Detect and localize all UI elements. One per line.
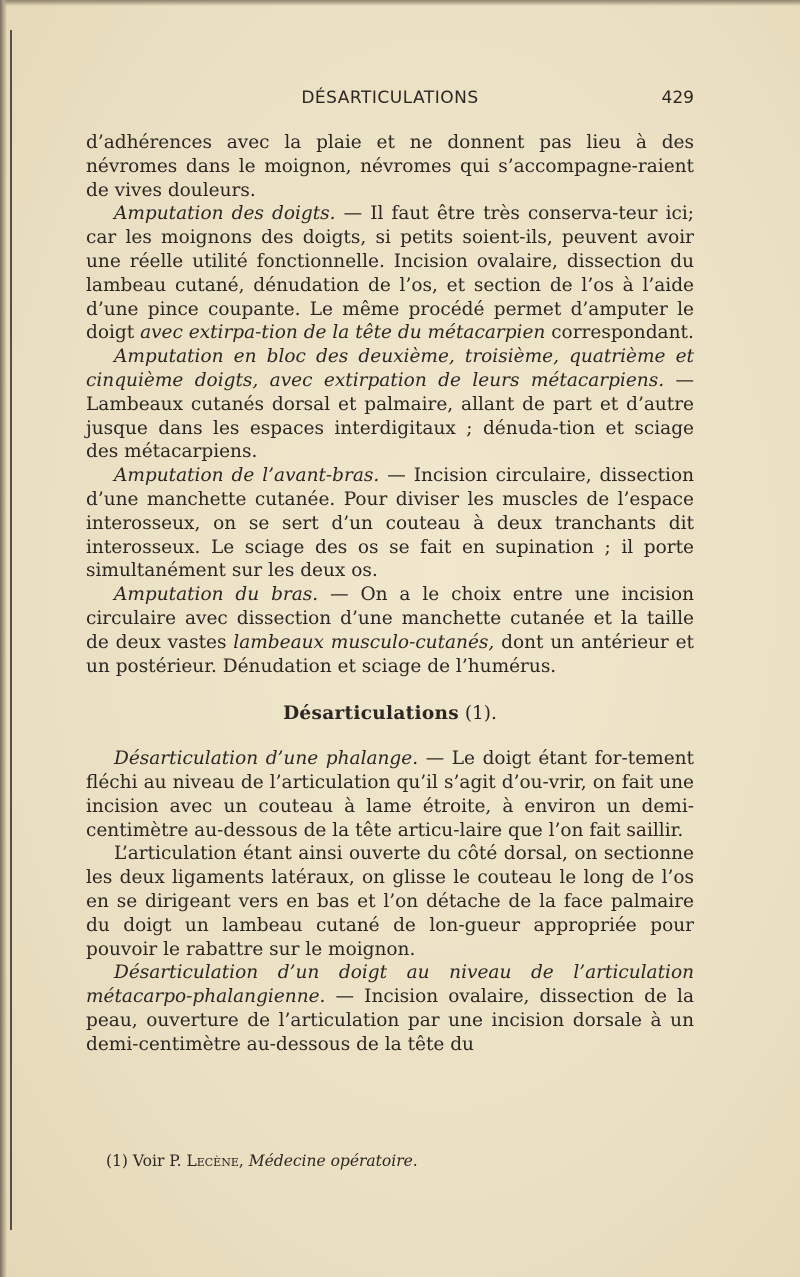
paragraph-amputation-doigts (86, 202, 694, 345)
paragraph-italic-phrase: lambeaux musculo-cutanés, (233, 631, 495, 653)
paragraph-desarticulation-phalange (86, 747, 694, 842)
body-text (86, 131, 694, 1056)
footnote-author: Lecène (186, 1152, 239, 1170)
footnote-text: Voir P. (127, 1152, 187, 1170)
binding-shadow (0, 0, 7, 1277)
paragraph-amputation-avant-bras (86, 464, 694, 583)
paragraph-heading: Amputation de l’avant-bras. (114, 465, 380, 487)
footnote-marker: (1) (106, 1152, 128, 1170)
footnote-reference: (1). (458, 703, 497, 725)
footnote-end: . (412, 1152, 418, 1170)
paragraph-text: — Incision circulaire, dissection d’une manchette cutanée. Pour diviser les muscles de l’espace interosseux, on se sert d’un couteau à deux tranchants dit interosseux. Le sciage des os se fait en supination ; il porte simultanément sur les deux os. (86, 465, 694, 582)
paragraph-heading: Amputation en bloc des deuxième, troisième, quatrième et cinquième doigts, avec extirpation de leurs métacarpiens. (86, 346, 694, 391)
paragraph-text: L’articulation étant ainsi ouverte du côté dorsal, on sectionne les deux ligaments latéraux, on glisse le couteau le long de l’os en se dirigeant vers en bas et l’on détache de la face palmaire du doigt un lambeau cutané de lon-gueur appropriée pour pouvoir le rabattre sur le moignon. (86, 843, 694, 960)
paragraph-text: — On a le choix entre une incision circulaire avec dissection d’une manchette cutanée et la taille de deux vastes (86, 584, 694, 653)
footnote-work-title: Médecine opératoire (248, 1152, 413, 1170)
paragraph-heading: Amputation des doigts. (114, 203, 336, 225)
paragraph-italic-phrase: avec extirpa-tion de la tête du métacarpien (140, 322, 546, 344)
binding-rule (10, 30, 12, 1230)
page-top-edge (0, 0, 800, 6)
footnote (106, 1151, 694, 1171)
paragraph-heading: Amputation du bras. (114, 584, 319, 606)
paragraph-heading: Désarticulation d’un doigt au niveau de l’articulation métacarpo-phalangienne. (86, 962, 694, 1008)
paragraph-articulation-ouverte (86, 842, 694, 961)
footnote-separator: , (238, 1152, 249, 1170)
running-head: DÉSARTICULATIONS (301, 88, 479, 108)
paragraph-desarticulation-doigt (86, 961, 694, 1056)
paragraph-text: — Le doigt étant for-tement fléchi au niveau de l’articulation qu’il s’agit d’ou-vrir, on fait une incision avec un couteau à lame étroite, à environ un demi-centimètre au-dessous de la tête articu-laire que l’on fait saillir. (86, 748, 694, 841)
paragraph-tail: correspondant. (545, 322, 694, 344)
paragraph-tail: dont un antérieur et un postérieur. Dénudation et sciage de l’humérus. (86, 631, 694, 677)
paragraph-text: — Lambeaux cutanés dorsal et palmaire, allant de part et d’autre jusque dans les espaces interdigitaux ; dénuda-tion et sciage des métacarpiens. (86, 369, 694, 463)
paragraph-heading: Désarticulation d’une phalange. (114, 748, 419, 770)
paragraph-1 (86, 131, 694, 202)
page-header (86, 84, 694, 114)
section-title-text: Désarticulations (283, 703, 459, 725)
paragraph-text: — Incision ovalaire, dissection de la peau, ouverture de l’articulation par une incision dorsale à un demi-centimètre au-dessous de la tête du (86, 986, 694, 1055)
paragraph-text: d’adhérences avec la plaie et ne donnent pas lieu à des névromes dans le moignon, névromes qui s’accompagne-raient de vives douleurs. (86, 132, 694, 201)
page-number: 429 (661, 88, 694, 108)
paragraph-amputation-bloc (86, 345, 694, 464)
section-title (86, 702, 694, 726)
paragraph-amputation-bras (86, 583, 694, 678)
paragraph-text: — Il faut être très conserva-teur ici; car les moignons des doigts, si petits soient-ils, peuvent avoir une réelle utilité fonctionnelle. Incision ovalaire, dissection du lambeau cutané, dénudation de l’os, et section de l’os à l’aide d’une pince coupante. Le même procédé permet d’amputer le doigt (86, 203, 695, 344)
